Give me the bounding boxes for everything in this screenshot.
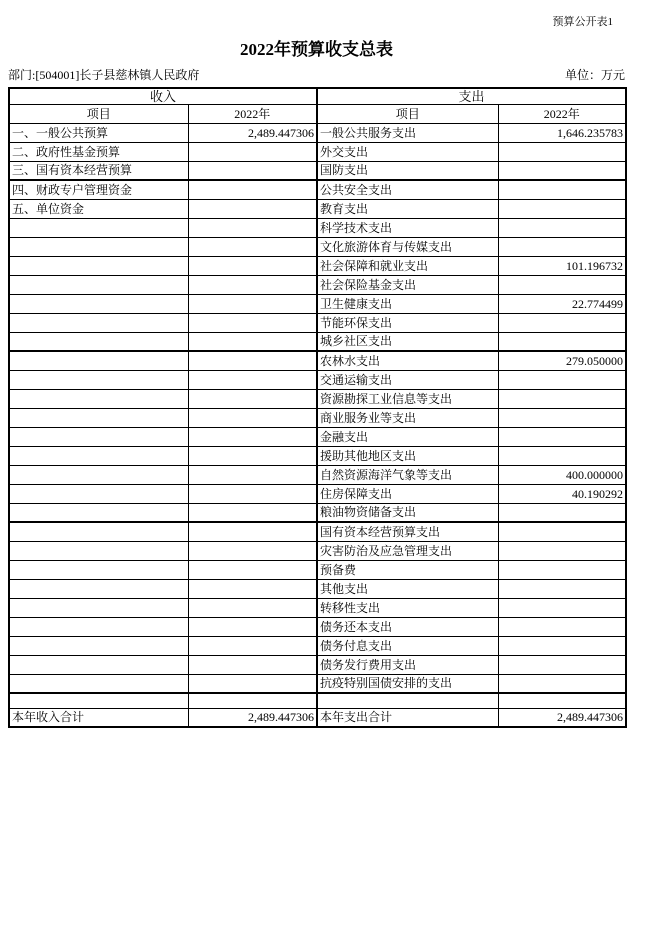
table-row [9,522,626,541]
income-value-cell [188,617,317,636]
expense-value-cell: 400.000000 [498,465,626,484]
expense-item-cell: 国防支出 [317,161,498,180]
income-item-cell [9,484,188,503]
income-item-cell [9,541,188,560]
income-value-cell [188,465,317,484]
income-value-cell: 2,489.447306 [188,123,317,142]
expense-item-cell: 转移性支出 [317,598,498,617]
income-value-cell [188,408,317,427]
expense-item-cell: 节能环保支出 [317,313,498,332]
expense-item-cell: 抗疫特别国债安排的支出 [317,674,498,693]
expense-value-cell: 40.190292 [498,484,626,503]
expense-item-cell: 灾害防治及应急管理支出 [317,541,498,560]
expense-value-cell [498,237,626,256]
table-row [9,465,626,484]
income-value-cell [188,161,317,180]
income-item-cell [9,427,188,446]
expense-value-cell [498,674,626,693]
expense-item-cell: 商业服务业等支出 [317,408,498,427]
unit-label: 单位：万元 [564,68,625,82]
table-row [9,123,626,142]
expense-value-cell [498,560,626,579]
expense-value-cell: 22.774499 [498,294,626,313]
expense-value-cell [498,408,626,427]
income-value-cell [188,674,317,693]
income-value-cell [188,256,317,275]
income-value-cell [188,370,317,389]
income-value-cell [188,503,317,522]
income-item-column-header: 项目 [9,104,188,123]
expense-item-cell: 债务发行费用支出 [317,655,498,674]
table-row [9,541,626,560]
income-value-cell [188,579,317,598]
income-value-cell [188,142,317,161]
expense-item-cell: 教育支出 [317,199,498,218]
income-year-column-header: 2022年 [188,104,317,123]
expense-item-cell: 债务还本支出 [317,617,498,636]
income-item-cell [9,503,188,522]
income-item-cell [9,579,188,598]
income-item-cell [9,370,188,389]
income-value-cell [188,389,317,408]
table-row [9,313,626,332]
table-row [9,294,626,313]
expense-value-cell: 1,646.235783 [498,123,626,142]
expense-item-cell: 社会保障和就业支出 [317,256,498,275]
expense-item-cell: 国有资本经营预算支出 [317,522,498,541]
expense-value-cell [498,617,626,636]
table-row [9,636,626,655]
table-row [9,237,626,256]
table-row [9,503,626,522]
table-row [9,370,626,389]
income-value-cell [188,180,317,199]
expense-value-cell [498,503,626,522]
table-row [9,655,626,674]
expense-item-cell: 外交支出 [317,142,498,161]
expense-value-cell [498,161,626,180]
expense-value-cell [498,180,626,199]
table-row [9,218,626,237]
expense-item-cell: 公共安全支出 [317,180,498,199]
table-row [9,389,626,408]
income-item-cell: 五、单位资金 [9,199,188,218]
table-meta-row [8,66,625,83]
income-item-cell [9,465,188,484]
income-item-cell [9,313,188,332]
table-row [9,674,626,693]
income-item-cell [9,256,188,275]
table-row [9,617,626,636]
expense-value-cell [498,389,626,408]
column-header-row [9,104,626,123]
income-item-cell: 三、国有资本经营预算 [9,161,188,180]
income-section-header: 收入 [9,88,317,104]
income-item-cell [9,389,188,408]
income-total-label-cell: 本年收入合计 [9,708,188,727]
expense-value-cell [498,275,626,294]
table-row [9,351,626,370]
expense-section-header: 支出 [317,88,626,104]
income-value-cell [188,199,317,218]
expense-value-cell: 101.196732 [498,256,626,275]
page-title: 2022年预算收支总表 [240,40,393,59]
income-item-cell [9,275,188,294]
income-item-cell [9,294,188,313]
income-value-cell [188,655,317,674]
income-value-cell [188,522,317,541]
expense-value-cell [498,446,626,465]
spacer-row [9,693,626,708]
expense-value-cell [498,427,626,446]
expense-total-value-cell: 2,489.447306 [498,708,626,727]
income-item-cell [9,522,188,541]
income-value-cell [188,275,317,294]
total-row [9,708,626,727]
expense-value-cell [498,218,626,237]
department-label: 部门:[504001]长子县慈林镇人民政府 [8,68,200,82]
income-item-cell [9,218,188,237]
income-item-cell [9,636,188,655]
expense-item-cell: 援助其他地区支出 [317,446,498,465]
expense-item-cell: 城乡社区支出 [317,332,498,351]
expense-value-cell [498,142,626,161]
income-item-cell: 四、财政专户管理资金 [9,180,188,199]
income-item-cell: 二、政府性基金预算 [9,142,188,161]
expense-value-cell [498,693,626,708]
table-row [9,332,626,351]
expense-value-cell [498,598,626,617]
form-number-label: 预算公开表1 [552,16,613,28]
expense-value-cell [498,579,626,598]
table-row [9,598,626,617]
expense-value-cell [498,541,626,560]
income-value-cell [188,313,317,332]
income-value-cell [188,484,317,503]
income-value-cell [188,541,317,560]
income-item-cell [9,617,188,636]
income-value-cell [188,693,317,708]
table-row [9,408,626,427]
income-item-cell [9,237,188,256]
expense-total-label-cell: 本年支出合计 [317,708,498,727]
table-row [9,161,626,180]
expense-value-cell [498,332,626,351]
expense-item-cell [317,693,498,708]
expense-item-column-header: 项目 [317,104,498,123]
income-item-cell [9,332,188,351]
table-row [9,579,626,598]
expense-value-cell [498,655,626,674]
expense-item-cell: 其他支出 [317,579,498,598]
expense-item-cell: 资源勘探工业信息等支出 [317,389,498,408]
expense-value-cell [498,522,626,541]
section-header-row [9,88,626,104]
income-item-cell [9,408,188,427]
table-row [9,484,626,503]
expense-item-cell: 预备费 [317,560,498,579]
income-item-cell [9,598,188,617]
income-item-cell [9,674,188,693]
expense-item-cell: 科学技术支出 [317,218,498,237]
table-row [9,275,626,294]
income-value-cell [188,237,317,256]
income-value-cell [188,427,317,446]
income-item-cell: 一、一般公共预算 [9,123,188,142]
income-value-cell [188,598,317,617]
income-value-cell [188,218,317,237]
table-row [9,142,626,161]
expense-value-cell [498,636,626,655]
income-value-cell [188,332,317,351]
table-row [9,427,626,446]
table-row [9,199,626,218]
expense-value-cell [498,370,626,389]
expense-item-cell: 交通运输支出 [317,370,498,389]
income-value-cell [188,560,317,579]
expense-item-cell: 债务付息支出 [317,636,498,655]
budget-summary-table [8,87,627,728]
income-value-cell [188,636,317,655]
table-row [9,256,626,275]
income-item-cell [9,655,188,674]
expense-item-cell: 社会保险基金支出 [317,275,498,294]
expense-item-cell: 金融支出 [317,427,498,446]
table-row [9,180,626,199]
expense-value-cell: 279.050000 [498,351,626,370]
income-total-value-cell: 2,489.447306 [188,708,317,727]
expense-item-cell: 农林水支出 [317,351,498,370]
income-item-cell [9,351,188,370]
expense-item-cell: 粮油物资储备支出 [317,503,498,522]
expense-item-cell: 一般公共服务支出 [317,123,498,142]
income-value-cell [188,294,317,313]
expense-item-cell: 自然资源海洋气象等支出 [317,465,498,484]
income-value-cell [188,351,317,370]
expense-item-cell: 卫生健康支出 [317,294,498,313]
income-item-cell [9,446,188,465]
income-item-cell [9,693,188,708]
expense-item-cell: 文化旅游体育与传媒支出 [317,237,498,256]
table-row [9,446,626,465]
income-item-cell [9,560,188,579]
expense-value-cell [498,199,626,218]
expense-value-cell [498,313,626,332]
table-row [9,560,626,579]
table-body [9,123,626,708]
expense-item-cell: 住房保障支出 [317,484,498,503]
income-value-cell [188,446,317,465]
expense-year-column-header: 2022年 [498,104,626,123]
